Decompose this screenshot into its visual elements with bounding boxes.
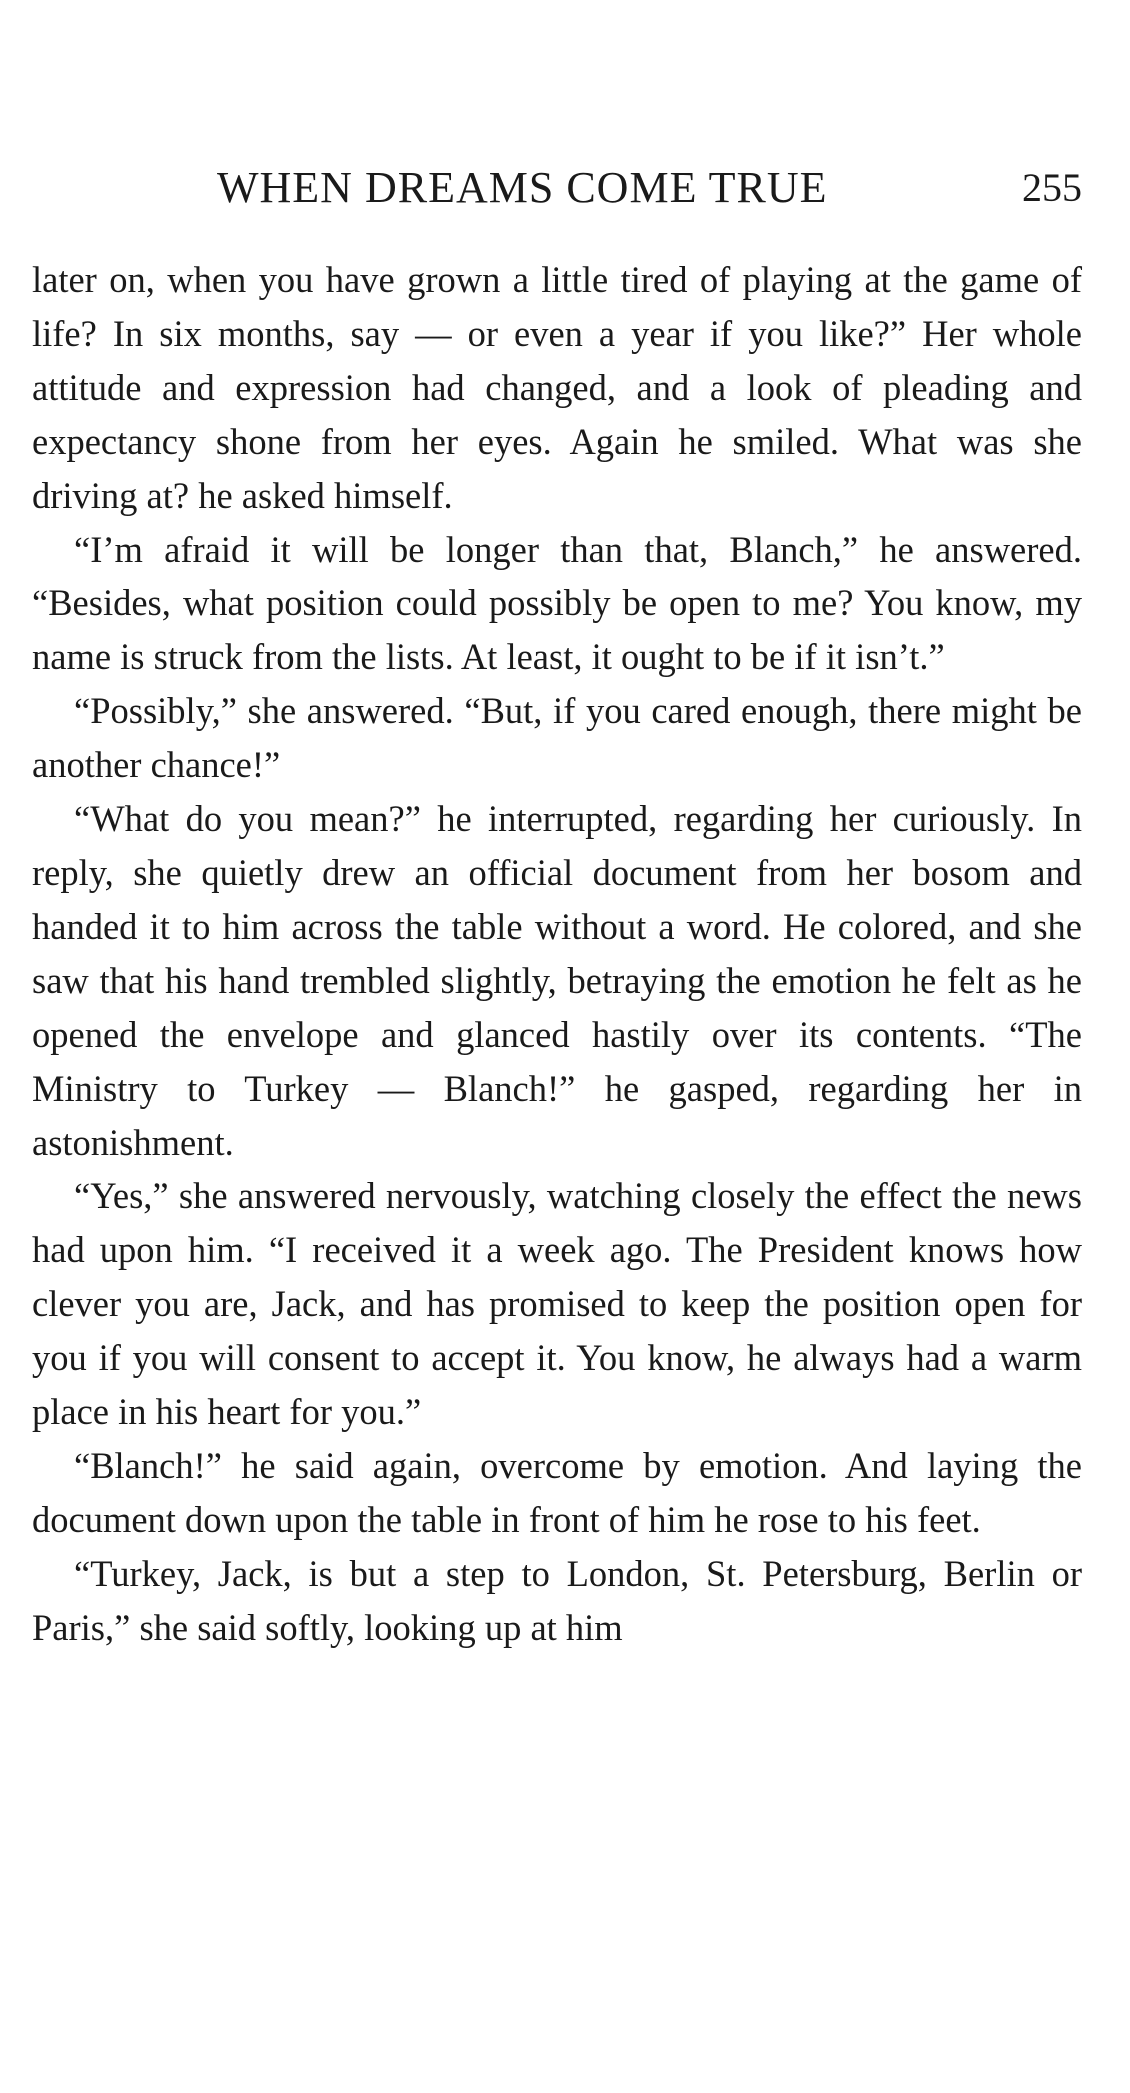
paragraph-4: “What do you mean?” he interrupted, regarding her curiously. In reply, she quietly drew an official document from her bosom and handed it to him across the table without a word. He colored, and she saw that his hand trembled slightly, betraying the emotion he felt as he opened the envelope and glanced hastily over its contents. “The Ministry to Turkey — Blanch!” he gasped, regarding her in astonishment.	[32, 798, 1082, 1163]
running-head	[32, 160, 1082, 216]
page-number: 255	[1022, 165, 1082, 210]
paragraph-7: “Turkey, Jack, is but a step to London, St. Petersburg, Berlin or Paris,” she said softly, looking up at him	[32, 1552, 1082, 1648]
paragraph-6: “Blanch!” he said again, overcome by emotion. And laying the document down upon the table in front of him he rose to his feet.	[32, 1444, 1082, 1540]
body-text	[32, 253, 1082, 1655]
paragraph-2: “I’m afraid it will be longer than that, Blanch,” he answered. “Besides, what position could possibly be open to me? You know, my name is struck from the lists. At least, it ought to be if it isn’t.”	[32, 528, 1082, 678]
paragraph-1: later on, when you have grown a little tired of playing at the game of life? In six months, say — or even a year if you like?” Her whole attitude and expression had changed, and a look of pleading and expectancy shone from her eyes. Again he smiled. What was she driving at? he asked himself.	[32, 259, 1082, 516]
paragraph-5: “Yes,” she answered nervously, watching closely the effect the news had upon him. “I received it a week ago. The President knows how clever you are, Jack, and has promised to keep the position open for you if you will consent to accept it. You know, he always had a warm place in his heart for you.”	[32, 1175, 1082, 1433]
running-head-title: WHEN DREAMS COME TRUE	[217, 163, 828, 212]
paragraph-3: “Possibly,” she answered. “But, if you cared enough, there might be another chance!”	[32, 690, 1082, 786]
